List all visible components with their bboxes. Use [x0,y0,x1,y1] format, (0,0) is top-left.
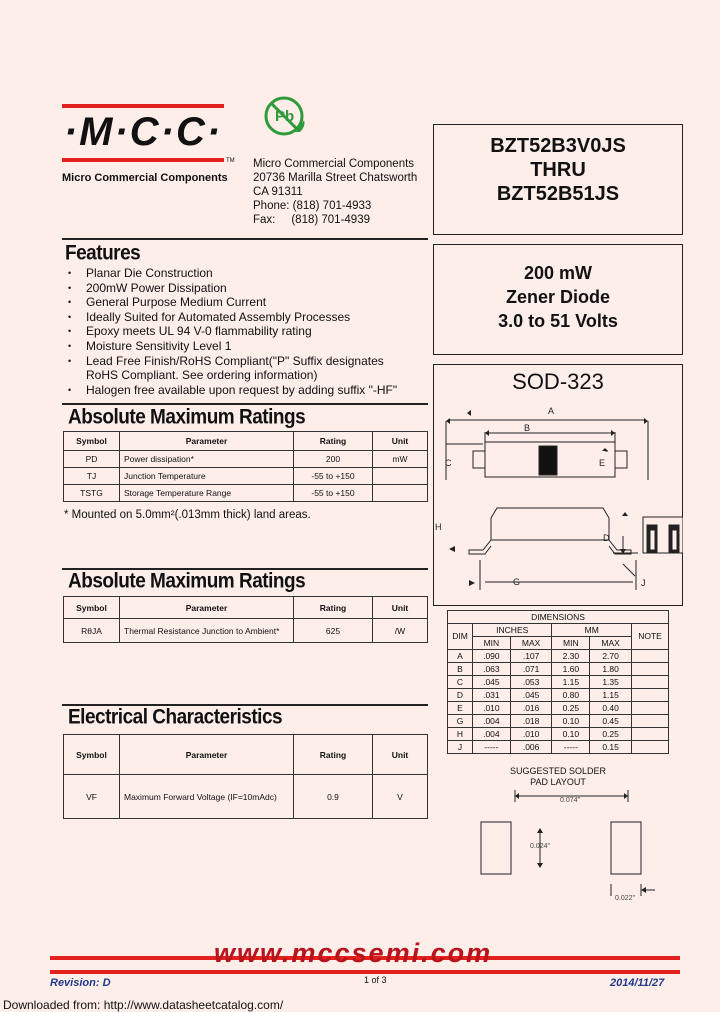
dim-cell: 0.15 [590,741,632,754]
dim-cell: 1.60 [552,663,590,676]
col-header: Parameter [120,432,294,451]
parameter-cell: Storage Temperature Range [120,485,294,502]
dim-cell [632,728,669,741]
dim-cell: C [448,676,473,689]
feature-item: • Ideally Suited for Automated Assembly Processes [64,310,430,325]
dim-cell [632,663,669,676]
dim-label-j: J [641,578,646,588]
dim-cell: .045 [473,676,511,689]
note-header: NOTE [632,624,669,650]
col-header: Rating [294,735,373,775]
dim-cell: 0.80 [552,689,590,702]
mounting-note: * Mounted on 5.0mm²(.013mm thick) land areas. [64,509,311,521]
unit-cell: mW [373,451,428,468]
dim-cell: .016 [510,702,552,715]
dim-cell: ----- [552,741,590,754]
unit-cell [373,468,428,485]
dim-cell: 1.35 [590,676,632,689]
rating-cell: 625 [294,619,373,643]
dim-cell: 0.10 [552,715,590,728]
parameter-cell: Power dissipation* [120,451,294,468]
dim-cell: .053 [510,676,552,689]
address-line: 20736 Marilla Street Chatsworth [253,172,418,184]
dim-label-h: H [435,522,442,532]
dim-label-d: D [603,533,610,543]
dim-cell: 1.15 [552,676,590,689]
col-header: Unit [373,735,428,775]
dim-label-c: C [445,458,452,468]
dim-header: DIM [448,624,473,650]
dim-label-b: B [524,423,531,433]
dim-cell: ----- [473,741,511,754]
address-line: Micro Commercial Components [253,158,415,170]
table-row [448,650,669,663]
col-header: Parameter [120,597,294,619]
feature-item: • Epoxy meets UL 94 V-0 flammability rating [64,324,430,339]
company-address [253,157,417,227]
part-start: BZT52B3V0JS [490,135,626,157]
abs2-table [63,596,428,643]
dim-label-g: G [513,577,521,587]
svg-text:Pb: Pb [275,108,295,125]
feature-item: • 200mW Power Dissipation [64,281,430,296]
min-header: MIN [473,637,511,650]
dim-cell: .090 [473,650,511,663]
col-header: Unit [373,597,428,619]
dim-cell: J [448,741,473,754]
min-header: MIN [552,637,590,650]
dim-cell: .031 [473,689,511,702]
solder-dim-pad-width: 0.022" [615,895,636,902]
logo-top-bar [62,104,224,108]
solder-title-line: SUGGESTED SOLDER [509,766,607,776]
max-header: MAX [590,637,632,650]
solder-title [447,766,669,788]
dim-cell: 2.70 [590,650,632,663]
page-number: 1 of 3 [364,975,387,985]
elec-table [63,734,428,819]
dim-cell: 0.45 [590,715,632,728]
col-header: Parameter [120,735,294,775]
mcc-logo: ·M·C·C· [63,110,223,154]
dim-cell: .010 [510,728,552,741]
col-header: Symbol [64,597,120,619]
table-row [64,485,428,502]
features-list [64,266,430,397]
dim-cell [632,689,669,702]
elec-title: Electrical Characteristics [68,706,283,730]
table-row [448,741,669,754]
table-row [448,689,669,702]
dim-cell: 2.30 [552,650,590,663]
unit-cell [373,485,428,502]
max-header: MAX [510,637,552,650]
footer-bottom-bar [50,970,680,974]
table-row [448,663,669,676]
dim-cell [632,715,669,728]
col-header: Symbol [64,735,120,775]
parameter-cell: Thermal Resistance Junction to Ambient* [120,619,294,643]
col-header: Rating [294,597,373,619]
symbol-cell: TSTG [64,485,120,502]
symbol-cell: VF [64,775,120,819]
symbol-cell: PD [64,451,120,468]
features-title: Features [65,242,141,266]
solder-dim-pad: 0.024" [530,843,551,850]
dim-cell: H [448,728,473,741]
table-row [448,676,669,689]
dim-cell: 0.10 [552,728,590,741]
dim-cell: .107 [510,650,552,663]
unit-cell: V [373,775,428,819]
inches-header: INCHES [473,624,552,637]
address-line: Fax: (818) 701-4939 [253,214,370,226]
trademark: TM [226,158,235,164]
feature-item: • Planar Die Construction [64,266,430,281]
symbol-cell: TJ [64,468,120,485]
parameter-cell: Maximum Forward Voltage (IF=10mAdc) [120,775,294,819]
dim-cell: .010 [473,702,511,715]
abs1-rule [62,403,428,405]
dim-cell: .063 [473,663,511,676]
feature-item: • Moisture Sensitivity Level 1 [64,339,430,354]
dim-label-e: E [599,458,606,468]
table-row [448,702,669,715]
rating-cell: 0.9 [294,775,373,819]
solder-title-line: PAD LAYOUT [530,777,586,787]
solder-dim-width: 0.074" [560,797,581,804]
description-box [433,244,683,355]
device-type: Zener Diode [505,287,611,307]
feature-item: • General Purpose Medium Current [64,295,430,310]
power-rating: 200 mW [523,263,593,283]
lead-free-icon [262,94,310,140]
col-header: Rating [294,432,373,451]
table-row [64,468,428,485]
logo-bottom-bar [62,158,224,162]
mm-header: MM [552,624,632,637]
part-number-box [433,124,683,235]
dim-cell: .018 [510,715,552,728]
dim-cell: 0.40 [590,702,632,715]
dim-cell: 1.80 [590,663,632,676]
col-header: Unit [373,432,428,451]
table-row [64,775,428,819]
address-line: CA 91311 [253,186,303,198]
dim-label-a: A [548,406,555,416]
dimensions-table [447,610,669,754]
dim-cell: .045 [510,689,552,702]
dim-cell: 1.15 [590,689,632,702]
features-rule [62,238,428,240]
package-name: SOD-323 [512,369,604,394]
dim-cell: .004 [473,728,511,741]
dim-cell: G [448,715,473,728]
dimensions-title: DIMENSIONS [448,611,669,624]
table-row [64,451,428,468]
dim-cell: D [448,689,473,702]
dim-cell: A [448,650,473,663]
voltage-range: 3.0 to 51 Volts [498,311,618,331]
address-line: Phone: (818) 701-4933 [253,200,372,212]
revision-date: 2014/11/27 [610,977,665,989]
dim-cell: .071 [510,663,552,676]
part-thru: THRU [530,159,586,181]
dim-cell: .004 [473,715,511,728]
dim-cell [632,650,669,663]
dim-cell: .006 [510,741,552,754]
package-drawing [433,400,683,600]
rating-cell: 200 [294,451,373,468]
parameter-cell: Junction Temperature [120,468,294,485]
symbol-cell: RθJA [64,619,120,643]
dim-cell [632,676,669,689]
part-end: BZT52B51JS [496,183,620,205]
dim-cell [632,702,669,715]
rating-cell: -55 to +150 [294,485,373,502]
table-row [448,728,669,741]
dim-cell [632,741,669,754]
feature-item: • Halogen free available upon request by adding suffix "-HF" [64,383,430,398]
download-source[interactable]: Downloaded from: http://www.datasheetcatalog.com/ [3,998,284,1012]
website-url[interactable]: www.mccsemi.com [214,938,493,968]
dim-cell: B [448,663,473,676]
rating-cell: -55 to +150 [294,468,373,485]
abs1-table [63,431,428,502]
abs2-title: Absolute Maximum Ratings [68,570,306,594]
unit-cell: /W [373,619,428,643]
col-header: Symbol [64,432,120,451]
dim-cell: 0.25 [590,728,632,741]
revision: Revision: D [50,977,111,989]
logo-subtitle: Micro Commercial Components [62,172,228,184]
table-row [64,619,428,643]
abs1-title: Absolute Maximum Ratings [68,406,306,430]
solder-pad-drawing [470,788,670,908]
dim-cell: E [448,702,473,715]
feature-item: • Lead Free Finish/RoHS Compliant("P" Suffix designates RoHS Compliant. See ordering information) [64,354,396,383]
dim-cell: 0.25 [552,702,590,715]
table-row [448,715,669,728]
